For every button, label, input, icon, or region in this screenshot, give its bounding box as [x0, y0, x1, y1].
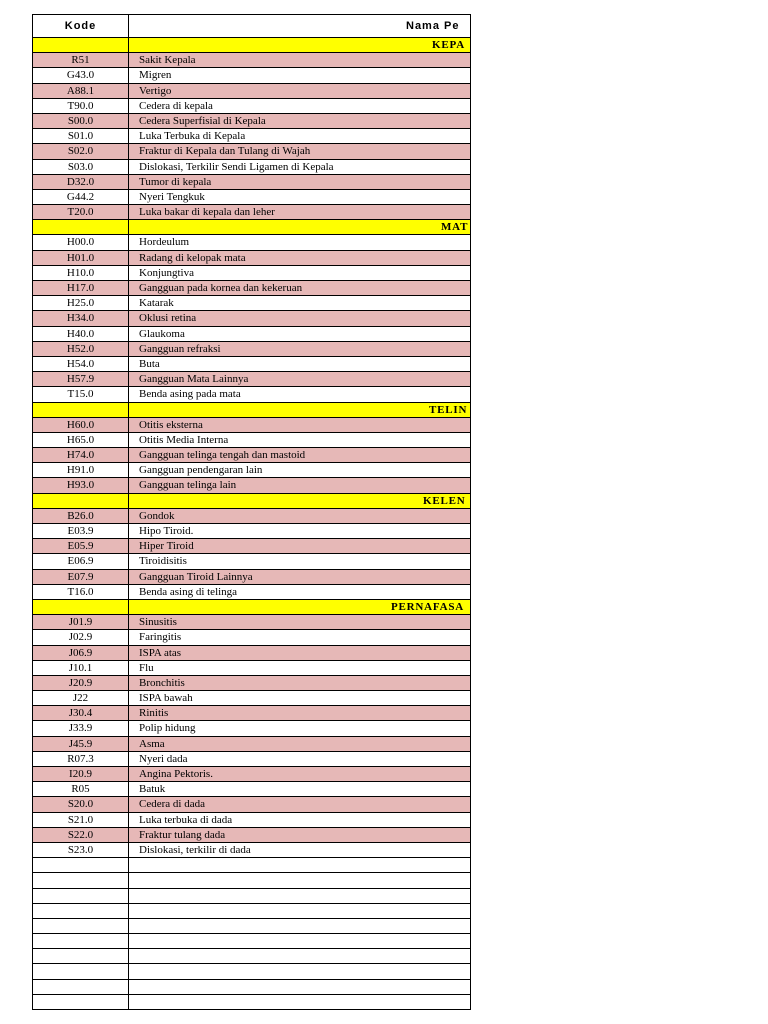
- kode-cell[interactable]: [33, 980, 129, 994]
- kode-cell[interactable]: E05.9: [33, 539, 129, 553]
- nama-penyakit-cell[interactable]: Konjungtiva: [139, 266, 194, 279]
- nama-penyakit-cell[interactable]: Vertigo: [139, 84, 172, 97]
- kode-cell[interactable]: H57.9: [33, 372, 129, 386]
- kode-cell[interactable]: H40.0: [33, 327, 129, 341]
- table-row: [33, 281, 470, 296]
- nama-penyakit-cell[interactable]: Katarak: [139, 297, 174, 310]
- table-row: [33, 342, 470, 357]
- table-row: [33, 661, 470, 676]
- nama-penyakit-cell[interactable]: Nyeri Tengkuk: [139, 190, 205, 203]
- nama-penyakit-cell[interactable]: Sakit Kepala: [139, 54, 196, 67]
- table-row: [33, 175, 470, 190]
- table-row: [33, 934, 470, 949]
- category-label: KELEN: [423, 494, 466, 507]
- table-row: [33, 676, 470, 691]
- category-name-cell[interactable]: [129, 220, 470, 234]
- nama-penyakit-cell[interactable]: Asma: [139, 737, 165, 750]
- kode-cell[interactable]: H54.0: [33, 357, 129, 371]
- nama-penyakit-cell[interactable]: Hipo Tiroid.: [139, 525, 194, 537]
- category-name-cell[interactable]: [129, 38, 470, 52]
- kode-cell[interactable]: [33, 934, 129, 948]
- category-kode-cell[interactable]: [33, 494, 129, 508]
- nama-penyakit-cell[interactable]: Oklusi retina: [139, 312, 197, 325]
- table-row: [33, 235, 470, 250]
- category-row: [33, 600, 470, 615]
- header-row: [33, 15, 470, 38]
- table-row: [33, 190, 470, 205]
- nama-penyakit-cell[interactable]: Nyeri dada: [139, 752, 188, 765]
- table-row: [33, 251, 470, 266]
- kode-cell[interactable]: G43.0: [33, 68, 129, 82]
- kode-cell[interactable]: H01.0: [33, 251, 129, 265]
- category-label: PERNAFASA: [391, 600, 464, 613]
- table-row: [33, 160, 470, 175]
- nama-penyakit-cell[interactable]: [129, 949, 470, 963]
- table-row: [33, 114, 470, 129]
- kode-cell[interactable]: [33, 904, 129, 918]
- nama-penyakit-cell[interactable]: Faringitis: [139, 631, 182, 644]
- kode-cell[interactable]: A88.1: [33, 84, 129, 98]
- kode-cell[interactable]: I20.9: [33, 767, 129, 781]
- nama-penyakit-cell[interactable]: Sinusitis: [139, 616, 177, 629]
- nama-penyakit-cell[interactable]: Fraktur tulang dada: [139, 828, 226, 841]
- category-kode-cell[interactable]: [33, 600, 129, 614]
- nama-penyakit-cell[interactable]: [129, 858, 470, 872]
- table-row: [33, 904, 470, 919]
- kode-cell[interactable]: S22.0: [33, 828, 129, 842]
- spreadsheet-table: [32, 14, 471, 1010]
- kode-cell[interactable]: S02.0: [33, 144, 129, 158]
- kode-cell[interactable]: [33, 919, 129, 933]
- category-name-cell[interactable]: [129, 600, 470, 614]
- table-row: [33, 554, 470, 569]
- kode-cell[interactable]: T15.0: [33, 387, 129, 401]
- nama-penyakit-cell[interactable]: Luka terbuka di dada: [139, 813, 233, 826]
- nama-penyakit-cell[interactable]: Luka Terbuka di Kepala: [139, 130, 246, 143]
- table-row: [33, 357, 470, 372]
- table-row: [33, 99, 470, 114]
- nama-penyakit-cell[interactable]: Hiper Tiroid: [139, 540, 194, 553]
- kode-cell[interactable]: H74.0: [33, 448, 129, 462]
- kode-cell[interactable]: B26.0: [33, 509, 129, 523]
- kode-cell[interactable]: J30.4: [33, 706, 129, 720]
- category-row: [33, 403, 470, 418]
- kode-cell[interactable]: J45.9: [33, 737, 129, 751]
- table-row: [33, 68, 470, 83]
- table-row: [33, 737, 470, 752]
- nama-penyakit-cell[interactable]: Gangguan telinga lain: [139, 479, 237, 492]
- category-kode-cell[interactable]: [33, 220, 129, 234]
- nama-penyakit-cell[interactable]: [129, 919, 470, 933]
- kode-cell[interactable]: H00.0: [33, 235, 129, 249]
- kode-cell[interactable]: J20.9: [33, 676, 129, 690]
- kode-cell[interactable]: S01.0: [33, 129, 129, 143]
- nama-penyakit-cell[interactable]: Radang di kelopak mata: [139, 251, 246, 264]
- table-row: [33, 782, 470, 797]
- nama-penyakit-cell[interactable]: Migren: [139, 69, 172, 82]
- column-header-nama[interactable]: [129, 15, 470, 37]
- table-row: [33, 843, 470, 858]
- table-row: [33, 706, 470, 721]
- table-row: [33, 949, 470, 964]
- table-row: [33, 372, 470, 387]
- category-name-cell[interactable]: [129, 494, 470, 508]
- nama-penyakit-cell[interactable]: [129, 995, 470, 1009]
- kode-cell[interactable]: S21.0: [33, 813, 129, 827]
- kode-cell[interactable]: J06.9: [33, 646, 129, 660]
- table-row: [33, 646, 470, 661]
- kode-cell[interactable]: J02.9: [33, 630, 129, 644]
- nama-penyakit-cell[interactable]: [129, 873, 470, 887]
- nama-penyakit-cell[interactable]: Gangguan Tiroid Lainnya: [139, 570, 253, 583]
- column-header-kode[interactable]: Kode: [33, 15, 129, 37]
- kode-cell[interactable]: S23.0: [33, 843, 129, 857]
- table-row: [33, 964, 470, 979]
- table-row: [33, 721, 470, 736]
- table-row: [33, 478, 470, 493]
- nama-penyakit-cell[interactable]: Angina Pektoris.: [139, 768, 213, 780]
- nama-penyakit-cell[interactable]: Cedera di kepala: [139, 99, 213, 112]
- kode-cell[interactable]: H93.0: [33, 478, 129, 492]
- kode-cell[interactable]: T16.0: [33, 585, 129, 599]
- kode-cell[interactable]: J10.1: [33, 661, 129, 675]
- nama-penyakit-cell[interactable]: Otitis Media Interna: [139, 433, 229, 446]
- nama-penyakit-cell[interactable]: ISPA bawah: [139, 692, 193, 705]
- kode-cell[interactable]: H60.0: [33, 418, 129, 432]
- category-label: KEPA: [432, 39, 465, 51]
- kode-cell[interactable]: [33, 949, 129, 963]
- kode-cell[interactable]: S00.0: [33, 114, 129, 128]
- table-row: [33, 144, 470, 159]
- table-row: [33, 84, 470, 99]
- table-row: [33, 691, 470, 706]
- table-row: [33, 873, 470, 888]
- table-row: [33, 266, 470, 281]
- nama-penyakit-cell[interactable]: Hordeulum: [139, 236, 190, 249]
- kode-cell[interactable]: E06.9: [33, 554, 129, 568]
- kode-cell[interactable]: H52.0: [33, 342, 129, 356]
- kode-cell[interactable]: J33.9: [33, 721, 129, 735]
- kode-cell[interactable]: R07.3: [33, 752, 129, 766]
- table-row: [33, 311, 470, 326]
- nama-penyakit-cell[interactable]: Batuk: [139, 783, 166, 796]
- nama-penyakit-cell[interactable]: Rinitis: [139, 707, 169, 720]
- kode-cell[interactable]: H34.0: [33, 311, 129, 325]
- nama-penyakit-cell[interactable]: [129, 889, 470, 903]
- nama-penyakit-cell[interactable]: Gangguan pada kornea dan kekeruan: [139, 282, 303, 294]
- category-row: [33, 38, 470, 53]
- category-row: [33, 494, 470, 509]
- nama-penyakit-cell[interactable]: Cedera di dada: [139, 798, 205, 811]
- nama-penyakit-cell[interactable]: Luka bakar di kepala dan leher: [139, 206, 275, 219]
- nama-penyakit-cell[interactable]: [129, 904, 470, 918]
- kode-cell[interactable]: H65.0: [33, 433, 129, 447]
- kode-cell[interactable]: R51: [33, 53, 129, 67]
- table-row: [33, 53, 470, 68]
- column-header-nama-label: Nama Pe: [406, 20, 460, 32]
- nama-penyakit-cell[interactable]: Glaukoma: [139, 327, 185, 340]
- table-row: [33, 327, 470, 342]
- kode-cell[interactable]: H17.0: [33, 281, 129, 295]
- kode-cell[interactable]: S03.0: [33, 160, 129, 174]
- table-row: [33, 995, 470, 1010]
- kode-cell[interactable]: H91.0: [33, 463, 129, 477]
- table-body: [33, 38, 470, 1010]
- nama-penyakit-cell[interactable]: [129, 964, 470, 978]
- category-label: MAT: [441, 221, 469, 234]
- nama-penyakit-cell[interactable]: Dislokasi, terkilir di dada: [139, 843, 251, 856]
- table-row: [33, 630, 470, 645]
- kode-cell[interactable]: T90.0: [33, 99, 129, 113]
- kode-cell[interactable]: E07.9: [33, 570, 129, 584]
- nama-penyakit-cell[interactable]: Bronchitis: [139, 676, 185, 689]
- nama-penyakit-cell[interactable]: Cedera Superfisial di Kepala: [139, 114, 266, 127]
- table-row: [33, 858, 470, 873]
- nama-penyakit-cell[interactable]: Benda asing di telinga: [139, 585, 238, 598]
- table-row: [33, 615, 470, 630]
- table-row: [33, 524, 470, 539]
- table-row: [33, 570, 470, 585]
- table-row: [33, 980, 470, 995]
- nama-penyakit-cell[interactable]: Gangguan pendengaran lain: [139, 464, 263, 477]
- kode-cell[interactable]: R05: [33, 782, 129, 796]
- table-row: [33, 205, 470, 220]
- table-row: [33, 752, 470, 767]
- category-name-cell[interactable]: [129, 403, 470, 417]
- kode-cell[interactable]: [33, 964, 129, 978]
- table-row: [33, 813, 470, 828]
- category-label: TELIN: [429, 403, 468, 416]
- table-row: [33, 448, 470, 463]
- category-kode-cell[interactable]: [33, 38, 129, 52]
- table-row: [33, 539, 470, 554]
- nama-penyakit-cell[interactable]: [129, 934, 470, 948]
- table-row: [33, 767, 470, 782]
- kode-cell[interactable]: [33, 858, 129, 872]
- nama-penyakit-cell[interactable]: Otitis eksterna: [139, 418, 203, 431]
- nama-penyakit-cell[interactable]: Gangguan telinga tengah dan mastoid: [139, 449, 306, 462]
- nama-penyakit-cell[interactable]: Dislokasi, Terkilir Sendi Ligamen di Kepala: [139, 160, 334, 173]
- category-kode-cell[interactable]: [33, 403, 129, 417]
- table-row: [33, 509, 470, 524]
- category-row: [33, 220, 470, 235]
- nama-penyakit-cell[interactable]: Polip hidung: [139, 722, 196, 735]
- nama-penyakit-cell[interactable]: Gangguan refraksi: [139, 342, 221, 355]
- nama-penyakit-cell[interactable]: Benda asing pada mata: [139, 388, 241, 401]
- kode-cell[interactable]: H10.0: [33, 266, 129, 280]
- kode-cell[interactable]: G44.2: [33, 190, 129, 204]
- kode-cell[interactable]: [33, 873, 129, 887]
- nama-penyakit-cell[interactable]: Buta: [139, 357, 160, 370]
- nama-penyakit-cell[interactable]: Flu: [139, 661, 154, 674]
- nama-penyakit-cell[interactable]: Gondok: [139, 509, 175, 522]
- nama-penyakit-cell[interactable]: Tiroidisitis: [139, 555, 187, 568]
- kode-cell[interactable]: T20.0: [33, 205, 129, 219]
- kode-cell[interactable]: [33, 889, 129, 903]
- kode-cell[interactable]: [33, 995, 129, 1009]
- nama-penyakit-cell[interactable]: ISPA atas: [139, 646, 182, 659]
- table-row: [33, 797, 470, 812]
- kode-cell[interactable]: S20.0: [33, 797, 129, 811]
- table-row: [33, 387, 470, 402]
- nama-penyakit-cell[interactable]: Fraktur di Kepala dan Tulang di Wajah: [139, 145, 311, 158]
- table-row: [33, 433, 470, 448]
- table-row: [33, 828, 470, 843]
- kode-cell[interactable]: J01.9: [33, 615, 129, 629]
- kode-cell[interactable]: H25.0: [33, 296, 129, 310]
- kode-cell[interactable]: E03.9: [33, 524, 129, 538]
- table-row: [33, 463, 470, 478]
- kode-cell[interactable]: J22: [33, 691, 129, 705]
- table-row: [33, 418, 470, 433]
- kode-cell[interactable]: D32.0: [33, 175, 129, 189]
- nama-penyakit-cell[interactable]: Gangguan Mata Lainnya: [139, 373, 249, 386]
- table-row: [33, 129, 470, 144]
- nama-penyakit-cell[interactable]: [129, 980, 470, 994]
- table-row: [33, 919, 470, 934]
- table-row: [33, 585, 470, 600]
- table-row: [33, 889, 470, 904]
- nama-penyakit-cell[interactable]: Tumor di kepala: [139, 175, 212, 188]
- table-row: [33, 296, 470, 311]
